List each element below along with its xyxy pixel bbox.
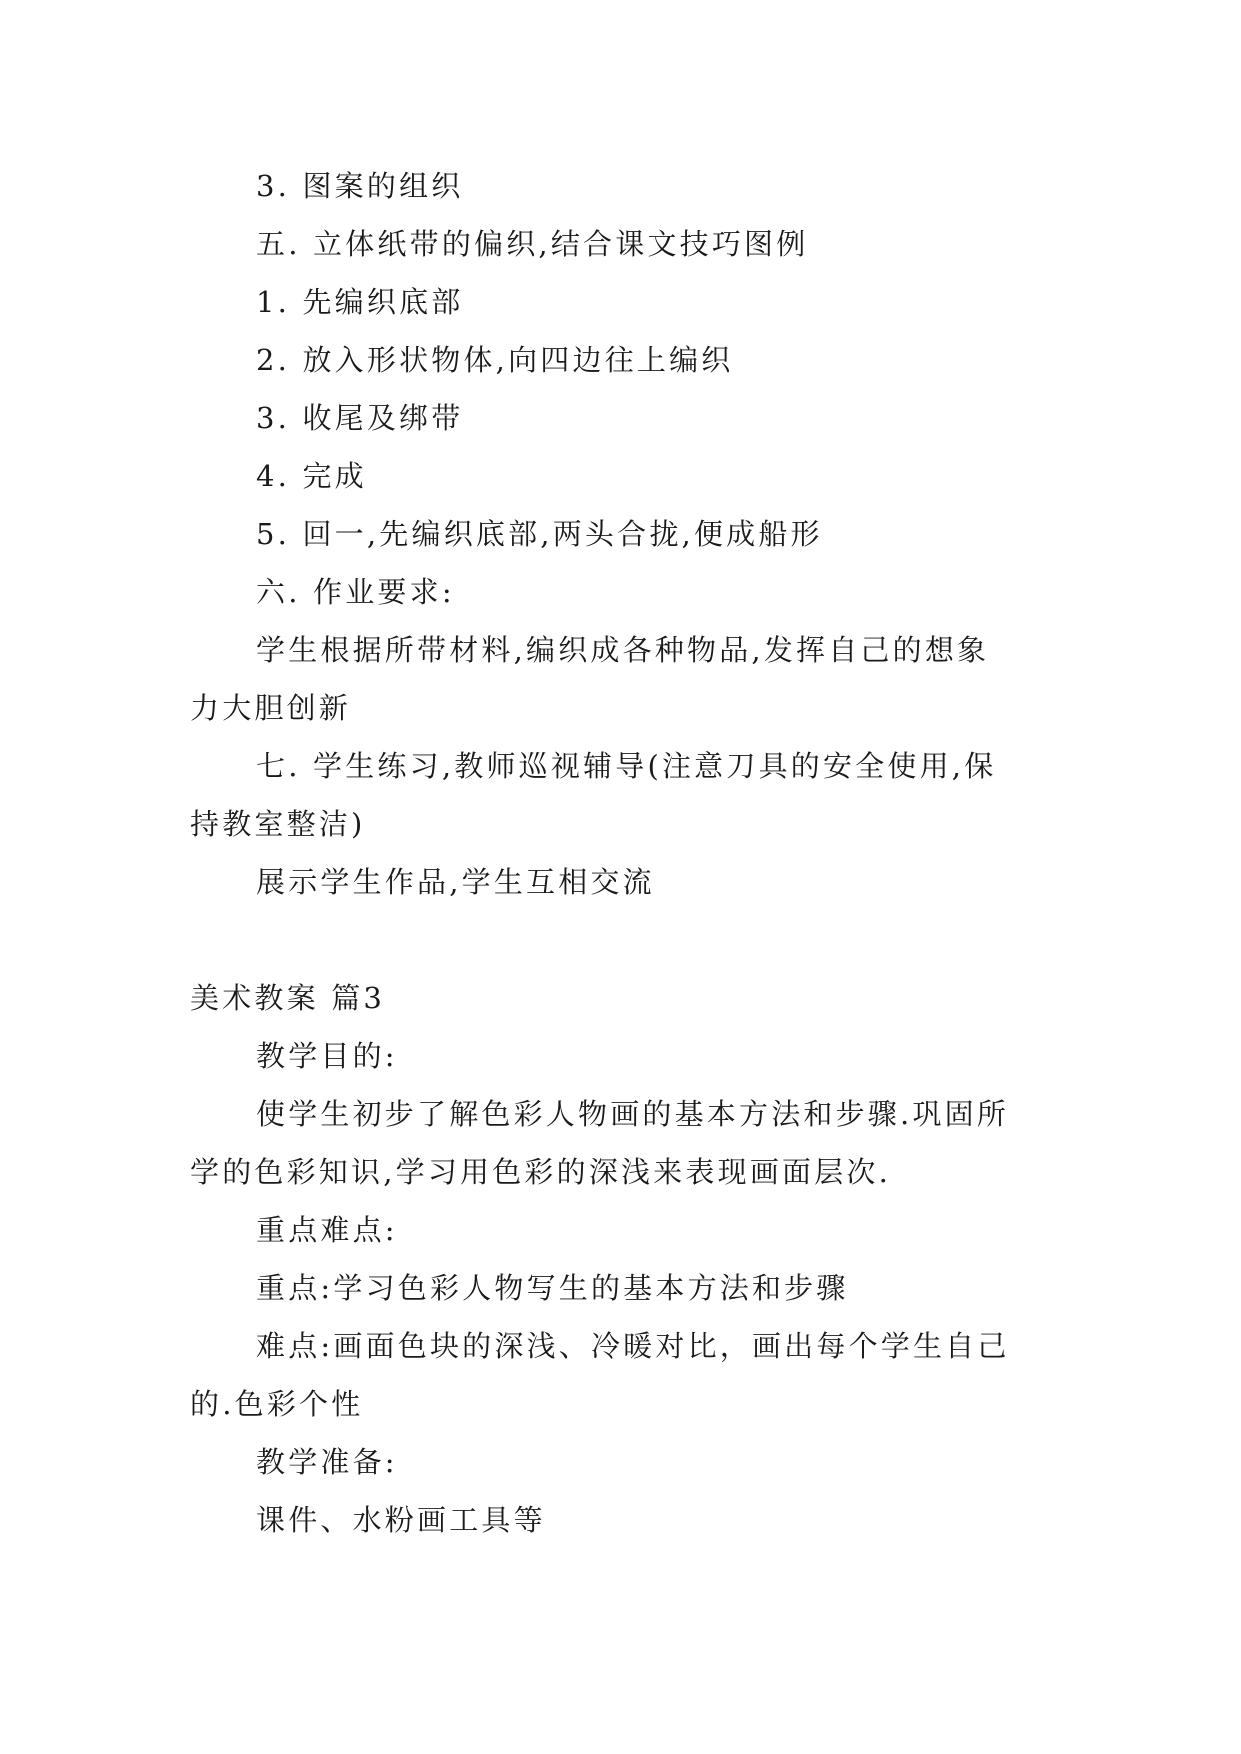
paragraph-line: 展示学生作品,学生互相交流 — [256, 865, 655, 899]
paragraph-line: 力大胆创新 — [190, 691, 352, 725]
paragraph-line: 持教室整洁) — [190, 807, 366, 841]
subheading: 重点难点: — [256, 1213, 398, 1247]
text-line: 3. 收尾及绑带 — [256, 401, 464, 435]
text-line: 1. 先编织底部 — [256, 285, 464, 319]
paragraph-line: 学的色彩知识,学习用色彩的深浅来表现画面层次. — [190, 1155, 892, 1189]
text-line: 2. 放入形状物体,向四边往上编织 — [256, 343, 734, 377]
lesson-title: 美术教案 篇3 — [190, 981, 386, 1015]
subheading: 教学目的: — [256, 1039, 398, 1073]
section-heading: 七. 学生练习,教师巡视辅导(注意刀具的安全使用,保 — [256, 749, 997, 783]
paragraph-line: 重点:学习色彩人物写生的基本方法和步骤 — [256, 1271, 849, 1305]
paragraph-line: 课件、水粉画工具等 — [256, 1503, 546, 1537]
paragraph-line: 难点:画面色块的深浅、冷暖对比，画出每个学生自己 — [256, 1329, 1010, 1363]
paragraph-line: 学生根据所带材料,编织成各种物品,发挥自己的想象 — [256, 633, 990, 667]
text-line: 5. 回一,先编织底部,两头合拢,便成船形 — [256, 517, 823, 551]
section-heading: 六. 作业要求: — [256, 575, 455, 609]
paragraph-line: 使学生初步了解色彩人物画的基本方法和步骤.巩固所 — [256, 1097, 1010, 1131]
text-line: 4. 完成 — [256, 459, 367, 493]
text-line: 3. 图案的组织 — [256, 169, 464, 203]
subheading: 教学准备: — [256, 1445, 398, 1479]
paragraph-line: 的.色彩个性 — [190, 1387, 364, 1421]
section-heading: 五. 立体纸带的偏织,结合课文技巧图例 — [256, 227, 809, 261]
